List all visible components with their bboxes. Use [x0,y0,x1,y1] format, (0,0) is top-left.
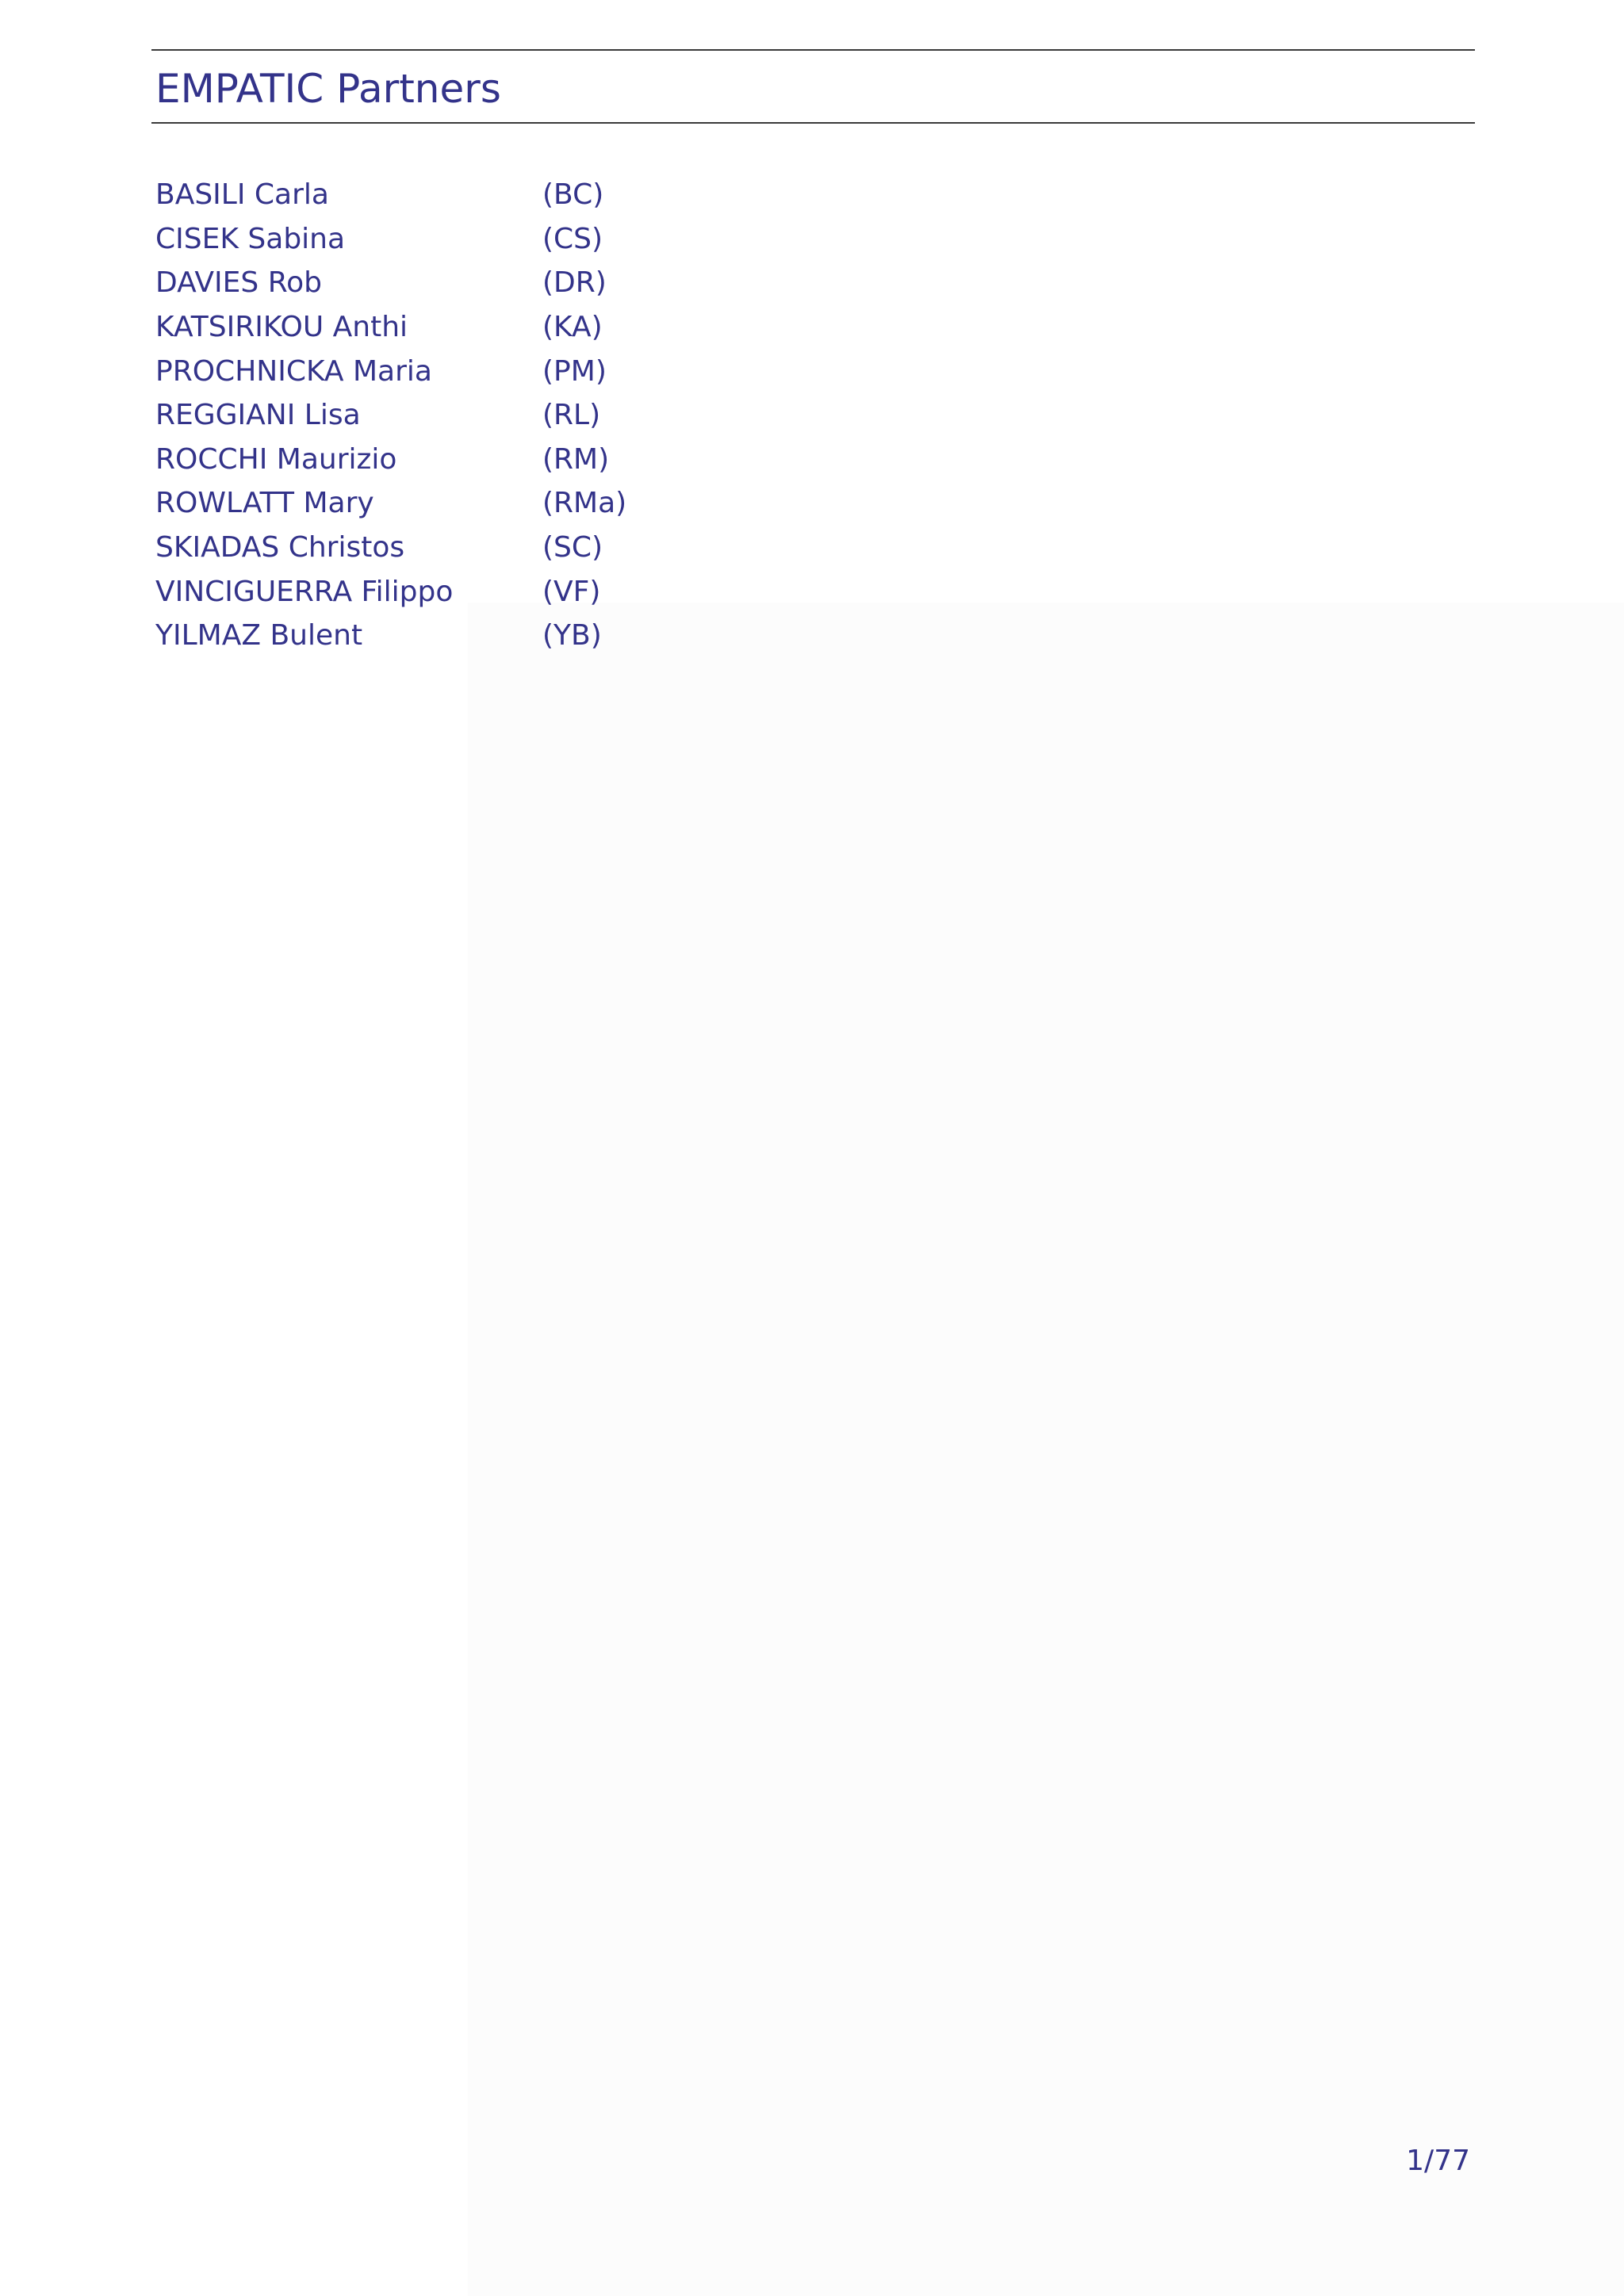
partner-list [155,173,626,658]
list-item [155,217,626,262]
list-item [155,261,626,305]
list-item [155,393,626,438]
partner-code: (RM) [542,442,610,476]
header-bottom-rule [151,122,1475,124]
list-item [155,614,626,658]
partner-name: KATSIRIKOU Anthi [155,311,408,344]
partner-name: YILMAZ Bulent [155,619,363,652]
partner-code: (YB) [542,619,602,652]
partner-name: BASILI Carla [155,178,329,212]
partner-code: (SC) [542,531,603,564]
list-item [155,481,626,526]
partner-name: ROCCHI Maurizio [155,442,397,476]
partner-name: VINCIGUERRA Filippo [155,575,454,608]
partner-name: CISEK Sabina [155,222,346,255]
list-item [155,438,626,482]
list-item [155,305,626,350]
partner-code: (RMa) [542,487,627,520]
partner-code: (DR) [542,266,607,300]
header-top-rule [151,49,1475,51]
partner-code: (BC) [542,178,604,212]
list-item [155,526,626,570]
page-title: EMPATIC Partners [155,66,501,112]
partner-code: (CS) [542,222,603,255]
list-item [155,173,626,217]
partner-code: (KA) [542,311,603,344]
list-item [155,569,626,614]
page-number: 1/77 [1406,2145,1470,2177]
partner-name: DAVIES Rob [155,266,322,300]
partner-name: ROWLATT Mary [155,487,374,520]
partner-code: (PM) [542,354,607,388]
partner-name: REGGIANI Lisa [155,399,361,432]
partner-code: (RL) [542,399,601,432]
partner-name: SKIADAS Christos [155,531,405,564]
partner-name: PROCHNICKA Maria [155,354,432,388]
page-background-shade [468,603,1624,2296]
list-item [155,349,626,393]
partner-code: (VF) [542,575,601,608]
